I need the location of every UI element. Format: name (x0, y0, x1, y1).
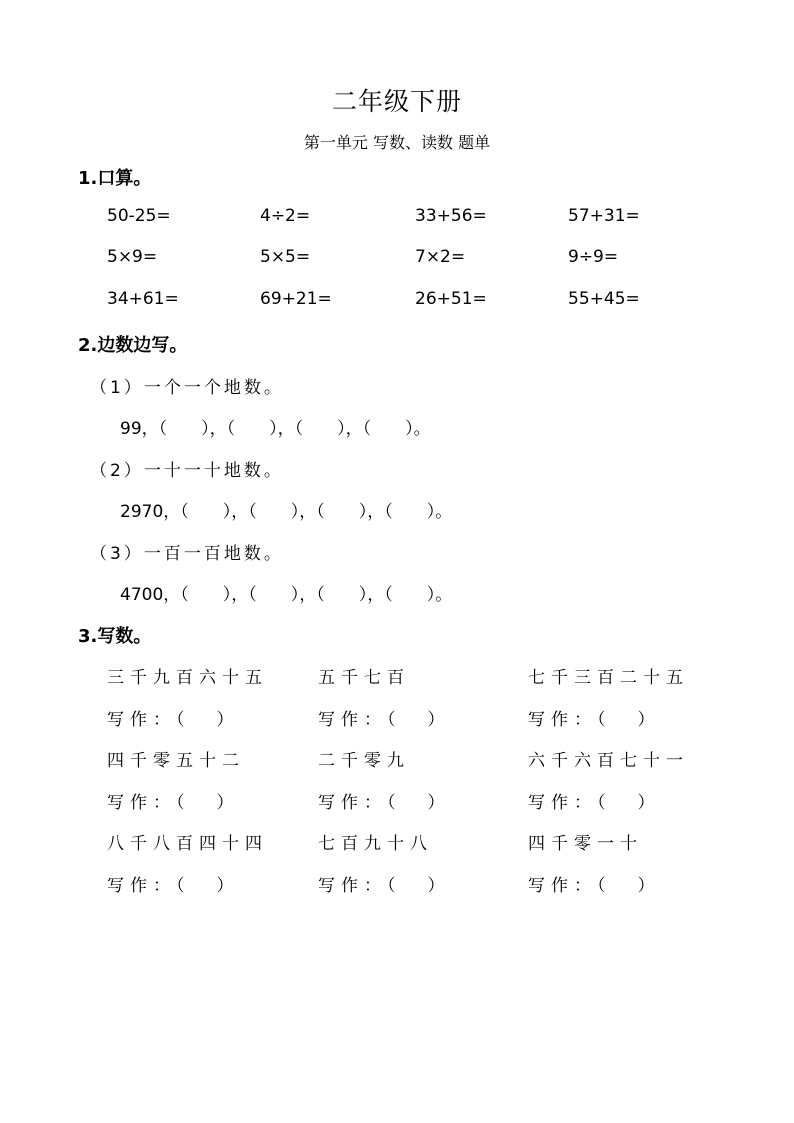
calc-item: 5×9= (107, 247, 158, 267)
count-prompt: （2）一十一十地数。 (90, 461, 284, 481)
number-words: 六千六百七十一 (528, 751, 689, 771)
calc-item: 55+45= (568, 289, 640, 309)
answer-label: 写作：（ (318, 876, 402, 896)
calc-item: 33+56= (415, 206, 487, 226)
blank-sep: ），（ (222, 585, 257, 605)
blank-sep: ），（ (201, 419, 236, 439)
write-answer (107, 871, 240, 896)
blank-close: ）。 (426, 502, 453, 522)
calc-item: 50-25= (107, 206, 171, 226)
calc-item: 57+31= (568, 206, 640, 226)
blank-close: ）。 (426, 585, 453, 605)
section-1-heading: 1.口算。 (78, 168, 152, 189)
blank-open: ，（ (163, 502, 189, 522)
answer-close: ） (216, 793, 240, 813)
count-prompt: （1）一个一个地数。 (90, 378, 284, 398)
calc-item: 26+51= (415, 289, 487, 309)
page-title: 二年级下册 (331, 87, 462, 116)
answer-label: 写作：（ (107, 793, 191, 813)
answer-label: 写作：（ (318, 793, 402, 813)
count-sequence (120, 497, 452, 522)
count-sequence (120, 414, 431, 439)
answer-label: 写作：（ (107, 876, 191, 896)
section-3-heading: 3.写数。 (78, 626, 152, 647)
answer-label: 写作：（ (528, 876, 612, 896)
blank-sep: ），（ (290, 502, 325, 522)
number-words: 三千九百六十五 (107, 668, 268, 688)
blank-sep: ），（ (337, 419, 372, 439)
section-2-heading: 2.边数边写。 (78, 335, 188, 356)
blank-sep: ），（ (269, 419, 304, 439)
answer-close: ） (216, 710, 240, 730)
calc-item: 5×5= (260, 247, 311, 267)
calc-item: 69+21= (260, 289, 332, 309)
number-words: 七千三百二十五 (528, 668, 689, 688)
count-sequence (120, 580, 452, 605)
blank-sep: ），（ (222, 502, 257, 522)
write-answer (318, 788, 451, 813)
answer-label: 写作：（ (107, 710, 191, 730)
number-words: 八千八百四十四 (107, 834, 268, 854)
calc-item: 4÷2= (260, 206, 311, 226)
write-answer (107, 788, 240, 813)
number-words: 五千七百 (318, 668, 410, 688)
answer-close: ） (427, 876, 451, 896)
write-answer (318, 705, 451, 730)
number-words: 四千零一十 (528, 834, 643, 854)
blank-sep: ），（ (290, 585, 325, 605)
blank-sep: ），（ (358, 502, 393, 522)
write-answer (528, 871, 661, 896)
count-prompt: （3）一百一百地数。 (90, 544, 284, 564)
answer-label: 写作：（ (318, 710, 402, 730)
calc-item: 7×2= (415, 247, 466, 267)
number-words: 四千零五十二 (107, 751, 245, 771)
number-words: 七百九十八 (318, 834, 433, 854)
calc-item: 9÷9= (568, 247, 619, 267)
answer-close: ） (427, 710, 451, 730)
count-start: 4700 (120, 585, 164, 605)
blank-open: ，（ (163, 585, 189, 605)
write-answer (528, 705, 661, 730)
answer-label: 写作：（ (528, 793, 612, 813)
answer-close: ） (637, 876, 661, 896)
count-start: 2970 (120, 502, 164, 522)
answer-close: ） (637, 710, 661, 730)
calc-item: 34+61= (107, 289, 179, 309)
count-start: 99 (120, 419, 142, 439)
blank-close: ）。 (405, 419, 431, 439)
write-answer (107, 705, 240, 730)
answer-close: ） (216, 876, 240, 896)
answer-close: ） (427, 793, 451, 813)
blank-sep: ），（ (358, 585, 393, 605)
write-answer (318, 871, 451, 896)
blank-open: ，（ (141, 419, 168, 439)
number-words: 二千零九 (318, 751, 410, 771)
write-answer (528, 788, 661, 813)
answer-label: 写作：（ (528, 710, 612, 730)
page-subtitle: 第一单元 写数、读数 题单 (303, 133, 491, 152)
answer-close: ） (637, 793, 661, 813)
